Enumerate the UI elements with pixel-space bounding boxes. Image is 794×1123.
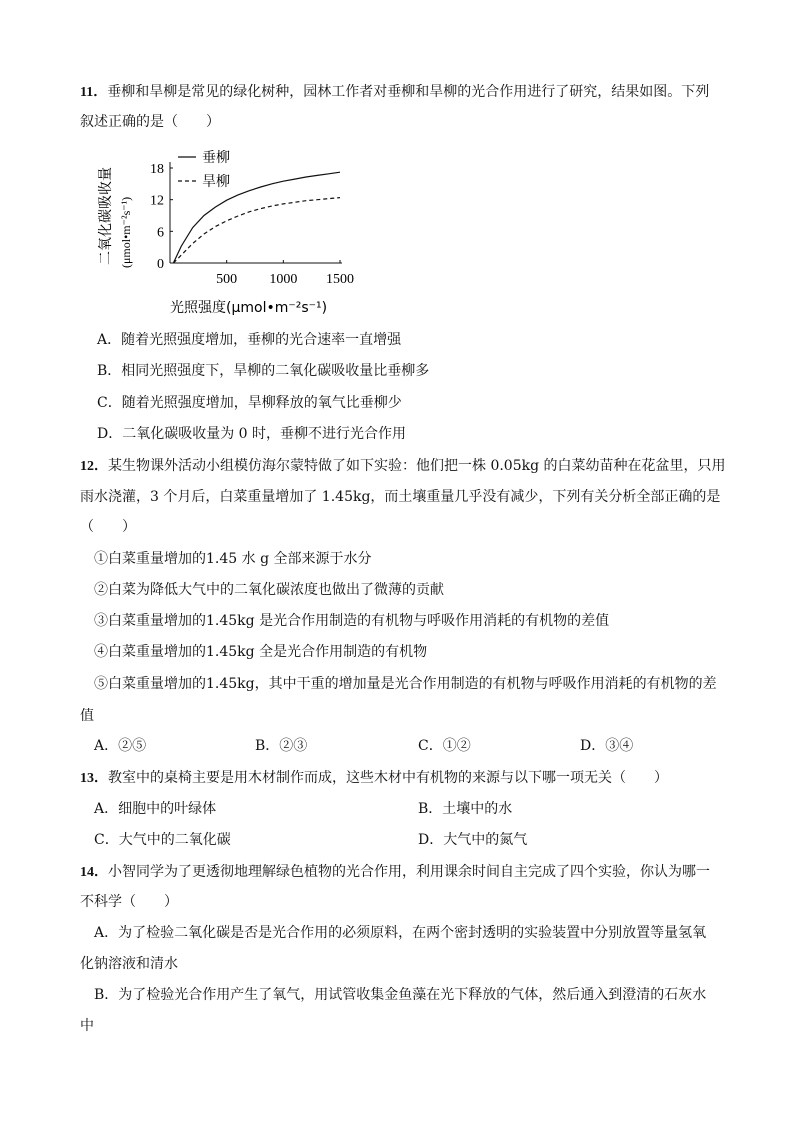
x-tick-label: 1500 — [326, 272, 354, 287]
y-tick-label: 18 — [150, 162, 164, 177]
q14-option-b-line2[interactable]: 中 — [80, 1018, 94, 1034]
x-tick-labels — [216, 260, 354, 287]
q11-option-c[interactable]: C．随着光照强度增加，旱柳释放的氧气比垂柳少 — [97, 395, 402, 411]
q12-item-4: ④白菜重量增加的1.45kg 全是光合作用制造的有机物 — [94, 644, 428, 660]
q14-option-b-line1[interactable]: B．为了检验光合作用产生了氧气，用试管收集金鱼藻在光下释放的气体，然后通入到澄清的石灰水 — [94, 987, 707, 1003]
q12-option-c[interactable]: C．①② — [418, 738, 471, 754]
q13-option-d[interactable]: D．大气中的氮气 — [418, 832, 528, 848]
y-axis-label-unit: (μmol•m⁻²s⁻¹) — [119, 196, 133, 268]
q11-option-a[interactable]: A．随着光照强度增加，垂柳的光合速率一直增强 — [97, 332, 402, 348]
q13-stem — [80, 768, 668, 789]
q13-option-a[interactable]: A．细胞中的叶绿体 — [94, 801, 217, 817]
y-axis-label — [97, 167, 133, 268]
q14-stem-line1 — [80, 862, 710, 883]
y-tick-label: 12 — [150, 193, 164, 209]
q14-option-a-line2[interactable]: 化钠溶液和清水 — [80, 956, 178, 972]
q11-option-b[interactable]: B．相同光照强度下，旱柳的二氧化碳吸收量比垂柳多 — [97, 363, 430, 379]
series-line-1 — [173, 172, 340, 263]
q14-stem-line2: 不科学（ ） — [80, 894, 178, 910]
q12-option-b[interactable]: B．②③ — [255, 738, 308, 754]
q13-option-c[interactable]: C．大气中的二氧化碳 — [94, 832, 231, 848]
x-axis-label: 光照强度(μmol•m⁻²s⁻¹) — [170, 300, 328, 316]
y-tick-label: 6 — [157, 225, 164, 241]
x-tick-label: 500 — [216, 272, 238, 287]
q12-stem-line1 — [80, 456, 726, 477]
q12-stem-text: 某生物课外活动小组模仿海尔蒙特做了如下实验：他们把一株 0.05kg 的白菜幼苗种在花盆里，只用 — [108, 458, 726, 474]
q12-stem-line2: 雨水浇灌，3 个月后，白菜重量增加了 1.45kg，而土壤重量几乎没有减少，下列有关分析全部正确的是 — [80, 489, 721, 505]
y-tick-label: 0 — [157, 257, 164, 272]
q14-stem-text: 小智同学为了更透彻地理解绿色植物的光合作用，利用课余时间自主完成了四个实验，你认为哪一 — [108, 864, 710, 880]
series-line-2 — [173, 198, 340, 263]
q11-number: 11． — [80, 85, 108, 100]
x-tick-label: 1000 — [269, 272, 298, 287]
q11-chart — [90, 140, 380, 330]
q11-stem-line2: 叙述正确的是（ ） — [80, 114, 220, 130]
q12-item-5-cont: 值 — [80, 708, 94, 724]
q12-number: 12． — [80, 459, 108, 474]
q11-stem-line1 — [80, 82, 709, 103]
q14-number: 14． — [80, 865, 108, 880]
q12-option-d[interactable]: D．③④ — [580, 738, 634, 754]
chart-axes — [170, 162, 342, 263]
q13-stem-text: 教室中的桌椅主要是用木材制作而成，这些木材中有机物的来源与以下哪一项无关（ ） — [108, 770, 668, 786]
chart-series — [173, 172, 340, 263]
q12-item-3: ③白菜重量增加的1.45kg 是光合作用制造的有机物与呼吸作用消耗的有机物的差值 — [94, 613, 610, 629]
q12-item-5: ⑤白菜重量增加的1.45kg，其中干重的增加量是光合作用制造的有机物与呼吸作用消耗的有机物的差 — [94, 676, 717, 692]
q13-option-b[interactable]: B．土壤中的水 — [418, 801, 513, 817]
q12-option-a[interactable]: A．②⑤ — [94, 738, 147, 754]
q12-item-2: ②白菜为降低大气中的二氧化碳浓度也做出了微薄的贡献 — [94, 582, 444, 598]
q12-item-1: ①白菜重量增加的1.45 水 g 全部来源于水分 — [94, 551, 372, 567]
q14-option-a-line1[interactable]: A．为了检验二氧化碳是否是光合作用的必须原料，在两个密封透明的实验装置中分别放置等量氢氧 — [94, 925, 707, 941]
chart-legend — [178, 149, 230, 190]
y-axis-label-main: 二氧化碳吸收量 — [98, 167, 114, 265]
q13-number: 13． — [80, 771, 108, 786]
legend-label-2: 旱柳 — [202, 174, 230, 190]
q11-option-d[interactable]: D．二氧化碳吸收量为 0 时，垂柳不进行光合作用 — [97, 426, 407, 442]
legend-label-1: 垂柳 — [202, 150, 230, 166]
q12-stem-line3: （ ） — [80, 519, 136, 535]
q11-stem-text: 垂柳和旱柳是常见的绿化树种，园林工作者对垂柳和旱柳的光合作用进行了研究，结果如图。下列 — [107, 84, 710, 100]
